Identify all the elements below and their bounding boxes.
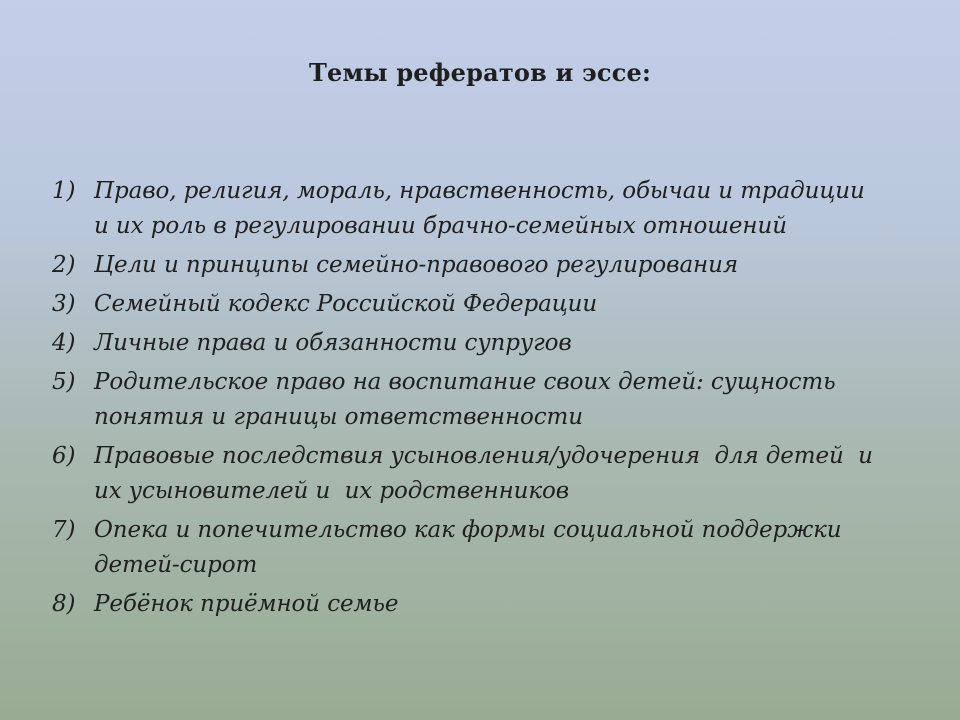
list-item (52, 174, 922, 244)
list-item-line: Родительское право на воспитание своих детей: сущность (94, 369, 836, 395)
list-item-line: детей-сирот (94, 552, 258, 578)
list-item-text (94, 326, 922, 361)
list-item-number: 6) (52, 443, 76, 469)
list-item-line: Ребёнок приёмной семье (94, 591, 399, 617)
list-item-text (94, 248, 922, 283)
list-item-number: 8) (52, 591, 76, 617)
list-item-line: и их роль в регулировании брачно-семейных отношений (94, 213, 787, 239)
slide-title: Темы рефератов и эссе: (308, 58, 652, 87)
list-item (52, 287, 922, 322)
list-item-text (94, 287, 922, 322)
list-item-text (94, 439, 922, 509)
list-item (52, 248, 922, 283)
list-item-number: 1) (52, 178, 76, 204)
list-item-number: 3) (52, 291, 76, 317)
list-item (52, 439, 922, 509)
list-item-text (94, 174, 922, 244)
list-item (52, 365, 922, 435)
list-item-number: 4) (52, 330, 76, 356)
topics-list (52, 174, 922, 626)
list-item-line: Опека и попечительство как формы социальной поддержки (94, 517, 842, 543)
list-item-number: 5) (52, 369, 76, 395)
list-item-number: 7) (52, 517, 76, 543)
list-item (52, 326, 922, 361)
list-item-line: Личные права и обязанности супругов (94, 330, 572, 356)
list-item-line: Семейный кодекс Российской Федерации (94, 291, 598, 317)
list-item-number: 2) (52, 252, 76, 278)
list-item-line: Правовые последствия усыновления/удочерения для детей и (94, 443, 873, 469)
list-item-text (94, 587, 922, 622)
list-item-text (94, 365, 922, 435)
list-item-line: Право, религия, мораль, нравственность, обычаи и традиции (94, 178, 865, 204)
list-item-line: понятия и границы ответственности (94, 404, 583, 430)
list-item-line: Цели и принципы семейно-правового регулирования (94, 252, 738, 278)
list-item (52, 513, 922, 583)
list-item-text (94, 513, 922, 583)
list-item (52, 587, 922, 622)
list-item-line: их усыновителей и их родственников (94, 478, 569, 504)
